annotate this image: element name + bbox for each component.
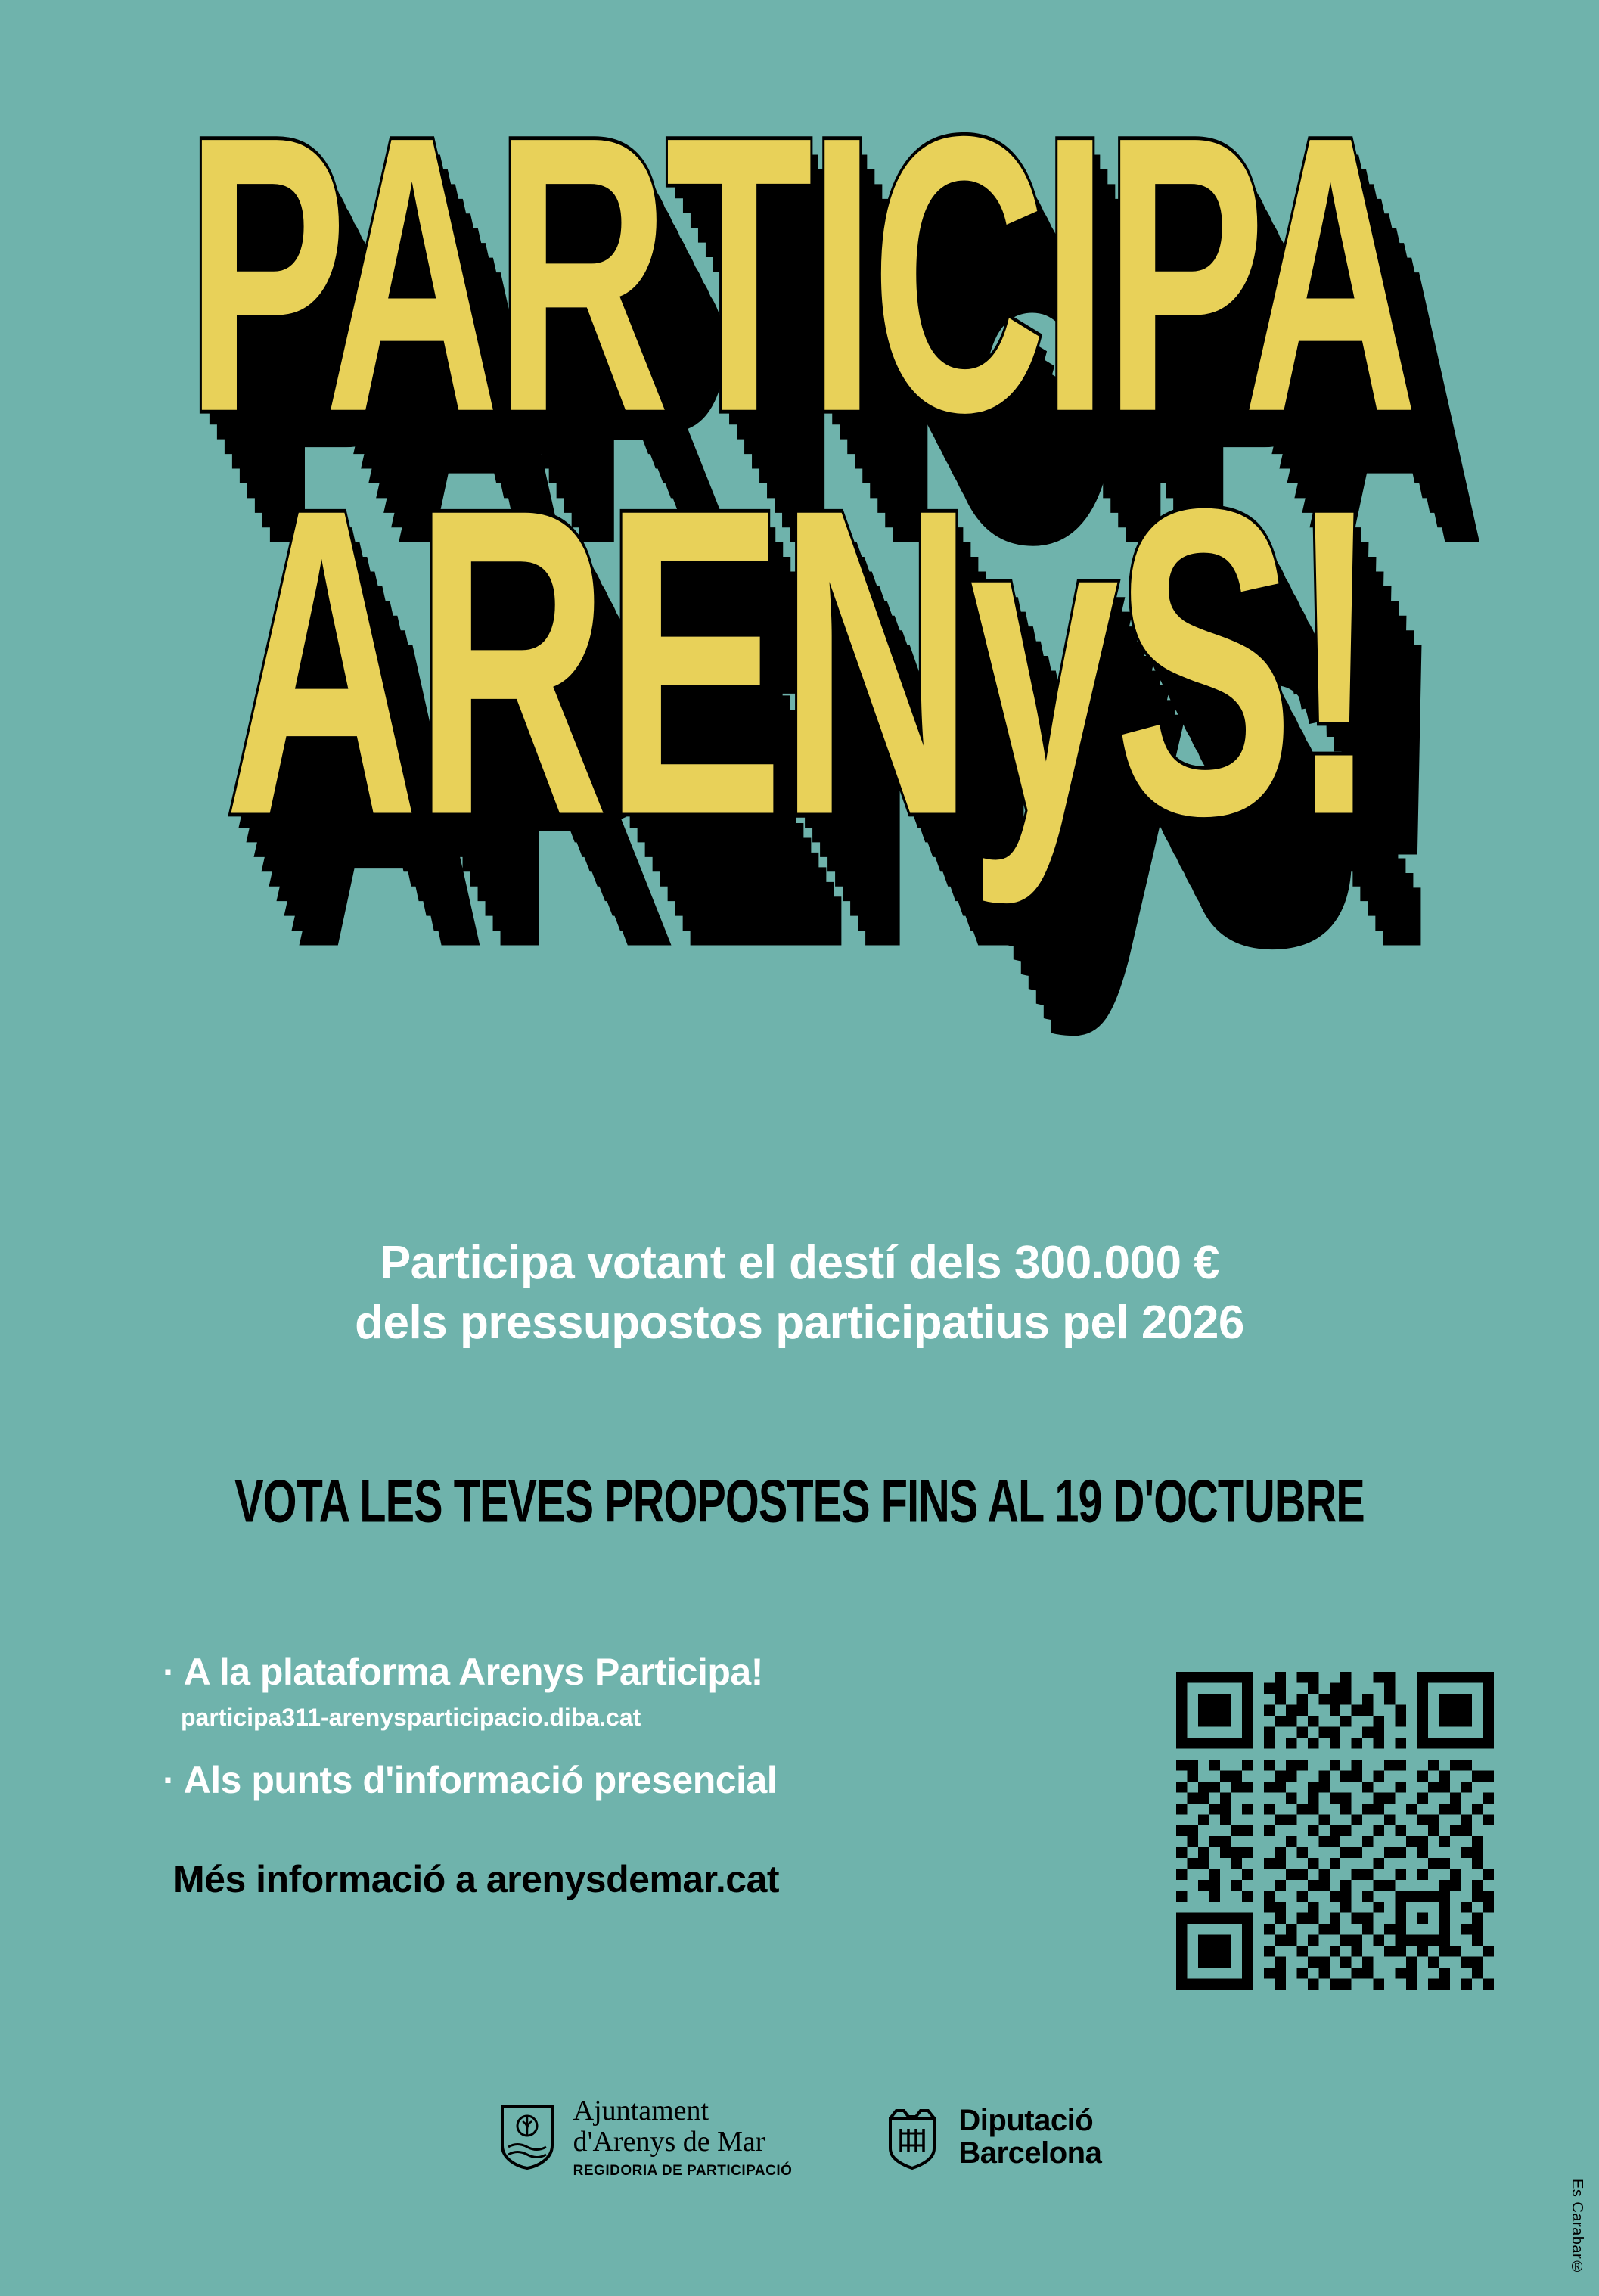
qr-code[interactable] bbox=[1176, 1672, 1494, 1990]
logo-diputacio-line2: Barcelona bbox=[958, 2136, 1102, 2170]
logo-ajuntament-line1: Ajuntament bbox=[573, 2095, 709, 2127]
footer-logos bbox=[0, 2096, 1599, 2179]
headline-line-2: ARENyS! bbox=[224, 419, 1375, 906]
arenys-coat-of-arms-icon bbox=[498, 2103, 557, 2171]
info-platform-url[interactable]: participa311-arenysparticipacio.diba.cat bbox=[181, 1704, 641, 1731]
diputacio-crest-icon bbox=[883, 2103, 942, 2171]
logo-diputacio-text bbox=[958, 2105, 1101, 2170]
qr-code-icon bbox=[1176, 1672, 1494, 1990]
headline bbox=[0, 54, 1599, 906]
logo-ajuntament-line2: d'Arenys de Mar bbox=[573, 2126, 765, 2158]
logo-ajuntament-line3: REGIDORIA DE PARTICIPACIÓ bbox=[573, 2163, 793, 2179]
deadline-text: VOTA LES TEVES PROPOSTES FINS AL 19 D'OCTUBRE bbox=[234, 1468, 1365, 1536]
info-item-presencial: · Als punts d'informació presencial bbox=[163, 1759, 778, 1801]
subtitle-line-1: Participa votant el destí dels 300.000 € bbox=[379, 1237, 1220, 1289]
info-block bbox=[163, 1649, 1085, 1901]
logo-diputacio-line1: Diputació bbox=[958, 2104, 1094, 2138]
logo-ajuntament-arenys-de-mar bbox=[498, 2096, 793, 2179]
designer-credit: Es Carabar® bbox=[1569, 2179, 1585, 2276]
logo-diputacio-barcelona bbox=[883, 2103, 1101, 2171]
info-item-platform: · A la plataforma Arenys Participa! bbox=[163, 1651, 763, 1693]
logo-ajuntament-text bbox=[573, 2096, 793, 2179]
subtitle-line-2: dels pressupostos participatius pel 2026 bbox=[355, 1297, 1244, 1350]
info-more-link[interactable]: Més informació a arenysdemar.cat bbox=[173, 1858, 780, 1900]
subtitle bbox=[83, 1233, 1516, 1353]
headline-line-1: PARTICIPA bbox=[185, 54, 1414, 493]
